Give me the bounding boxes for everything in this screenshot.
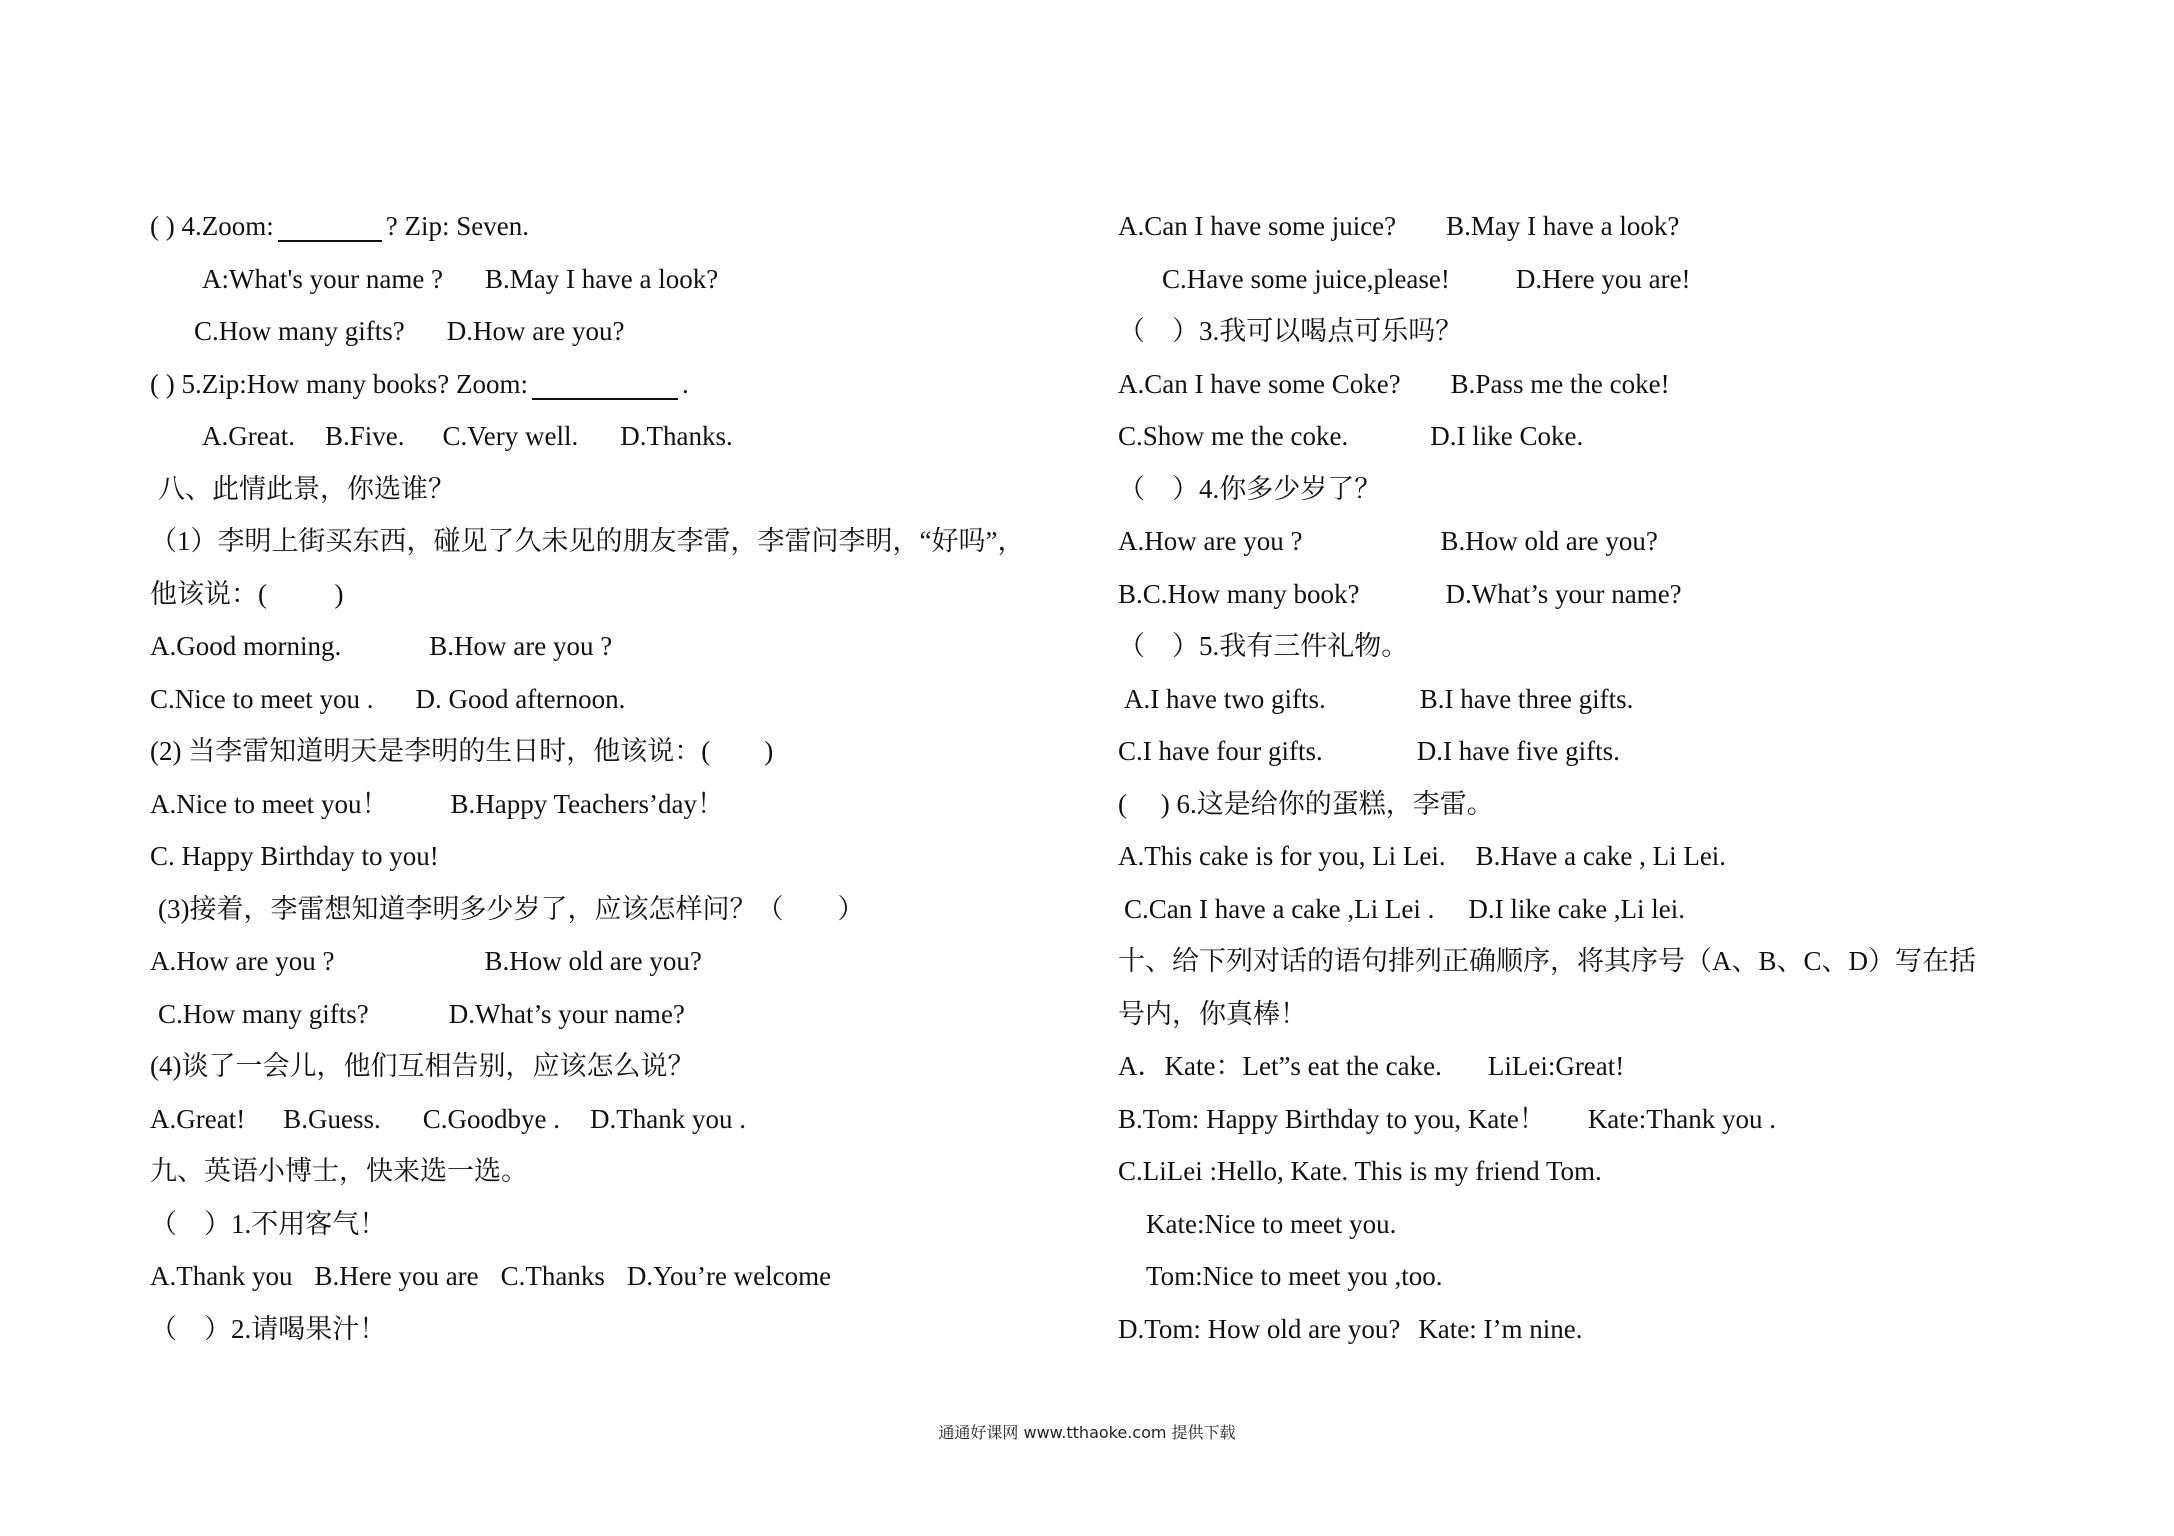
option-d: D.How are you? [446,316,625,346]
option-d: D. Good afternoon. [415,683,626,714]
option-b: B.I have three gifts. [1419,683,1634,714]
option-a: A.Thank you [150,1261,293,1291]
right-column [1118,200,2078,1355]
question-5-prefix: ( ) 5.Zip:How many books? Zoom: [150,368,528,399]
s9-question-1-options [150,1250,1100,1303]
s9-question-4-options-ab [1118,515,2078,568]
s9-question-3-options-cd [1118,410,2078,463]
scenario-1-options-cd [150,673,1100,726]
s9-question-2-options-cd [1118,253,2078,306]
option-a: A.Nice to meet you！ [150,788,389,819]
option-b: B.Guess. [283,1103,381,1134]
option-a: A.How are you ? [1118,526,1303,556]
scenario-2-option-c [150,830,1100,883]
question-4-options-ab [150,253,1100,306]
question-4-prefix: ( ) 4.Zoom: [150,211,274,241]
question-4-options-cd [150,305,1100,358]
option-c: B.C.How many book? [1118,578,1360,609]
scenario-1-line-2: 他该说：( ) [150,578,344,609]
dialogue-c-line-1: C.LiLei :Hello, Kate. This is my friend Tom. [1118,1156,1602,1186]
question-5 [150,358,1100,411]
option-d: D.I like Coke. [1430,421,1584,451]
option-a: A.Can I have some juice? [1118,211,1397,241]
section-8-heading: 八、此情此景，你选谁？ [158,473,455,504]
option-c: C.Can I have a cake ,Li Lei . [1124,893,1435,924]
option-c: C.Show me the coke. [1118,421,1349,451]
option-b: B.May I have a look? [1446,211,1680,241]
option-b: B.Happy Teachers’day！ [450,788,724,819]
option-d: D.What’s your name? [1445,578,1682,609]
dialogue-d: D.Tom: How old are you? Kate: I’m nine. [1118,1313,1583,1344]
option-b: B.Here you are [314,1261,479,1291]
option-b: B.Pass me the coke! [1450,368,1670,399]
s9-question-6-options-ab [1118,830,2078,883]
option-c: C.How many gifts? [158,998,369,1029]
option-d: D.Here you are! [1515,263,1691,294]
scenario-1-options-ab [150,620,1100,673]
option-c: C.Have some juice,please! [1162,263,1450,294]
scenario-4-options [150,1093,1100,1146]
option-a: A.I have two gifts. [1124,683,1326,714]
option-b: B.How old are you? [1440,526,1658,556]
dialogue-b: B.Tom: Happy Birthday to you, Kate！ Kate:Thank you . [1118,1103,1777,1134]
question-5-options [150,410,1100,463]
left-column [150,200,1100,1355]
option-a: A:What's your name ? [202,263,444,294]
answer-blank[interactable] [532,368,678,400]
s9-question-2: （ ）2.请喝果汁！ [150,1313,387,1344]
section-10-heading-line-1: 十、给下列对话的语句排列正确顺序，将其序号（A、B、C、D）写在括 [1118,946,1977,976]
question-4-suffix: ? Zip: Seven. [385,211,529,241]
dialogue-a: A．Kate：Let”s eat the cake. LiLei:Great! [1118,1051,1625,1081]
option-a: A.How are you ? [150,946,335,976]
s9-question-2-options-ab [1118,200,2078,253]
dialogue-c-line-3: Tom:Nice to meet you ,too. [1146,1261,1443,1291]
option-c: C.Goodbye . [422,1103,560,1134]
option-b: B.May I have a look? [485,263,719,294]
scenario-4: (4)谈了一会儿，他们互相告别，应该怎么说？ [150,1051,695,1081]
option-a: A.Can I have some Coke? [1118,368,1401,399]
s9-question-3-options-ab [1118,358,2078,411]
option-d: D.I have five gifts. [1416,736,1620,766]
option-d: D.Thank you . [589,1103,746,1134]
s9-question-5-options-ab [1118,673,2078,726]
option-c: C.I have four gifts. [1118,736,1323,766]
option-a: A.Good morning. [150,631,342,661]
scenario-3-options-ab [150,935,1100,988]
s9-question-4: （ ）4.你多少岁了？ [1118,473,1382,504]
s9-question-3: （ ）3.我可以喝点可乐吗？ [1118,316,1463,346]
option-c: C. Happy Birthday to you! [150,841,439,871]
s9-question-1: （ ）1.不用客气！ [150,1208,387,1239]
option-d: D.I like cake ,Li lei. [1468,893,1686,924]
s9-question-5: （ ）5.我有三件礼物。 [1118,631,1409,661]
option-d: D.What’s your name? [448,998,685,1029]
option-a: A.Great. [202,421,295,451]
s9-question-5-options-cd [1118,725,2078,778]
scenario-3-options-cd [150,988,1100,1041]
option-d: D.Thanks. [620,421,733,451]
s9-question-4-options-cd [1118,568,2078,621]
dialogue-c-line-2: Kate:Nice to meet you. [1146,1208,1397,1239]
scenario-2-options-ab [150,778,1100,831]
section-9-heading: 九、英语小博士，快来选一选。 [150,1156,528,1186]
option-b: B.Five. [324,421,405,451]
option-d: D.You’re welcome [626,1261,832,1291]
option-c: C.Very well. [442,421,579,451]
s9-question-6-options-cd [1118,883,2078,936]
option-b: B.How old are you? [484,946,702,976]
option-b: B.Have a cake , Li Lei. [1475,841,1727,871]
option-b: B.How are you ? [429,631,613,661]
scenario-1-line-1: （1）李明上街买东西，碰见了久未见的朋友李雷，李雷问李明，“好吗”， [150,526,1025,556]
answer-blank[interactable] [278,210,382,242]
question-5-suffix: . [681,368,689,399]
footer-watermark: 通通好课网 www.tthaoke.com 提供下载 [938,1423,1236,1442]
s9-question-6: ( ) 6.这是给你的蛋糕，李雷。 [1118,788,1494,819]
option-c: C.Nice to meet you . [150,683,374,714]
question-4 [150,200,1100,253]
option-c: C.How many gifts? [194,316,405,346]
scenario-2: (2) 当李雷知道明天是李明的生日时，他该说：( ) [150,736,774,766]
option-a: A.This cake is for you, Li Lei. [1118,841,1446,871]
scenario-3: (3)接着，李雷想知道李明多少岁了，应该怎样问？（ ） [158,893,865,924]
section-10-heading-line-2: 号内，你真棒！ [1118,998,1307,1029]
option-a: A.Great! [150,1103,246,1134]
option-c: C.Thanks [500,1261,605,1291]
